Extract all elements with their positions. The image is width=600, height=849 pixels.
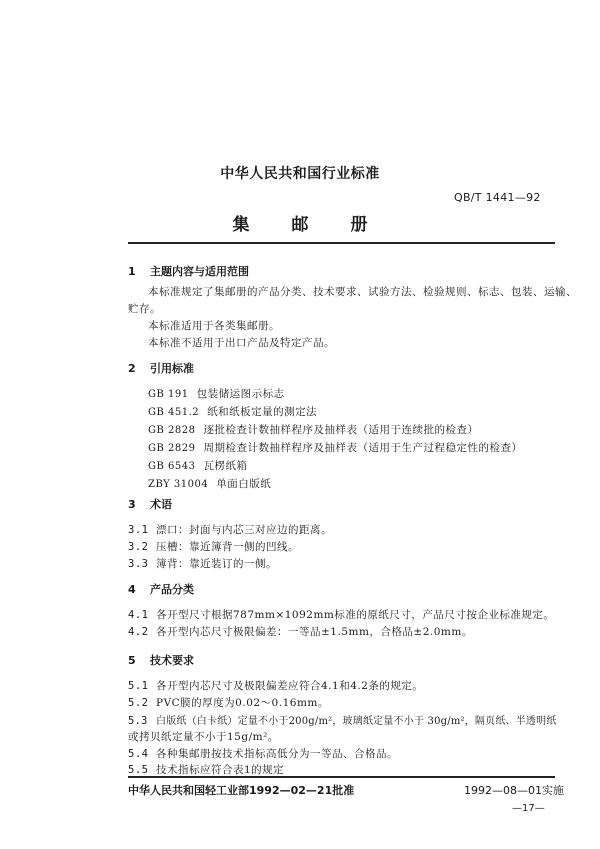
reference-item: GB 2828 逐批检查计数抽样程序及抽样表（适用于连续批的检查） [148,424,479,436]
document-title [0,210,600,235]
reference-item: GB 451.2 纸和纸板定量的测定法 [148,406,318,418]
header-org: 中华人民共和国行业标准 [220,166,380,182]
approval-line: 中华人民共和国轻工业部1992—02—21批准 [128,784,355,797]
section-1-exclusion: 本标准不适用于出口产品及特定产品。 [148,337,335,349]
section-1-paragraph-cont: 贮存。 [128,303,161,315]
section-5-heading: 5 技术要求 [128,654,194,667]
clause-3-1: 3.1 漂口：封面与内芯三对应边的距离。 [128,524,332,536]
title-char: 册 [350,215,368,235]
clause-4-2: 4.2 各开型内芯尺寸极限偏差：一等品±1.5mm，合格品±2.0mm。 [128,626,473,638]
implementation-date: 1992—08—01实施 [464,784,564,797]
title-char: 邮 [291,215,309,235]
clause-5-5: 5.5 技术指标应符合表1的规定 [128,764,285,776]
section-1-heading: 1 主题内容与适用范围 [128,265,249,278]
clause-3-2: 3.2 压槽：靠近簿背一侧的凹线。 [128,541,299,553]
standard-code: QB/T 1441—92 [454,191,541,204]
clause-5-1: 5.1 各开型内芯尺寸及极限偏差应符合4.1和4.2条的规定。 [128,680,424,692]
reference-item: GB 6543 瓦楞纸箱 [148,460,248,472]
footer-divider [128,776,555,778]
clause-4-1: 4.1 各开型尺寸根据787mm×1092mm标准的原纸尺寸，产品尺寸按企业标准规定。 [128,609,555,621]
reference-item: ZBY 31004 单面白版纸 [148,478,272,490]
section-2-heading: 2 引用标准 [128,362,194,375]
title-char: 集 [232,215,250,235]
clause-5-3-cont: 或拷贝纸定量不小于15g/m²。 [128,731,279,743]
clause-3-3: 3.3 簿背：靠近装订的一侧。 [128,558,277,570]
section-1-paragraph: 本标准规定了集邮册的产品分类、技术要求、试验方法、检验规则、标志、包装、运输、 [148,286,577,298]
page-number: —17— [512,803,545,814]
reference-item: GB 2829 周期检查计数抽样程序及抽样表（适用于生产过程稳定性的检查） [148,442,523,454]
clause-5-3: 5.3 白版纸（白卡纸）定量不小于200g/m²，玻璃纸定量不小于 30g/m²，隔页纸、半透明纸 [128,715,557,727]
clause-5-2: 5.2 PVC膜的厚度为0.02～0.16mm。 [128,697,329,709]
section-3-heading: 3 术语 [128,498,172,511]
reference-item: GB 191 包装储运图示标志 [148,388,285,400]
title-divider [128,242,555,244]
section-4-heading: 4 产品分类 [128,583,194,596]
clause-5-4: 5.4 各种集邮册按技术指标高低分为一等品、合格品。 [128,748,398,760]
section-1-scope: 本标准适用于各类集邮册。 [148,320,280,332]
